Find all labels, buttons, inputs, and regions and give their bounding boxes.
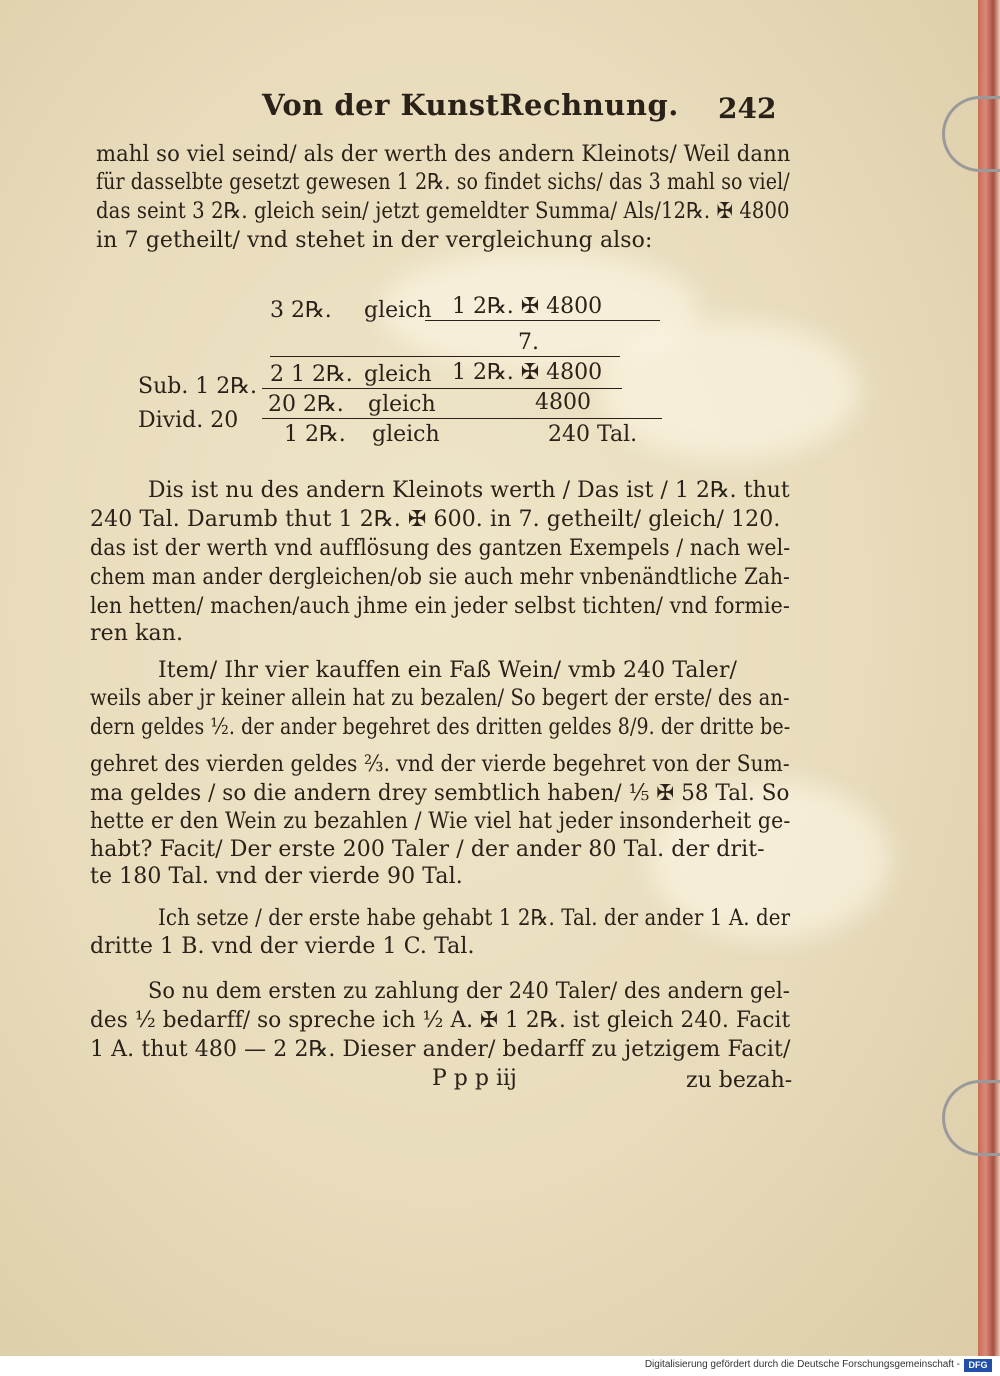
equation-row4-right: 240 Tal. <box>548 422 638 447</box>
text-line: Dis ist nu des andern Kleinots werth / Das ist / 1 2℞. thut <box>148 478 790 503</box>
equation-row4-mid: gleich <box>372 422 440 447</box>
dfg-logo: DFG <box>964 1359 992 1372</box>
equation-row3-right: 4800 <box>535 390 591 415</box>
text-line: weils aber jr keiner allein hat zu bezalen/ So begert der erste/ des an- <box>90 686 790 711</box>
catchword: zu bezah- <box>686 1068 793 1093</box>
text-line: mahl so viel seind/ als der werth des andern Kleinots/ Weil dann <box>96 142 791 167</box>
text-line: dern geldes ½. der ander begehret des dritten geldes 8/9. der dritte be- <box>90 715 791 740</box>
equation-row4-left: 1 2℞. <box>284 422 346 447</box>
text-line: Item/ Ihr vier kauffen ein Faß Wein/ vmb 240 Taler/ <box>158 658 738 683</box>
equation-row1-left: 3 2℞. <box>270 298 332 323</box>
text-line: gehret des vierden geldes ⅔. vnd der vierde begehret von der Sum- <box>90 752 790 777</box>
signature-mark: P p p iij <box>432 1066 517 1091</box>
equation-row1-mid: gleich <box>364 298 432 323</box>
text-line: für dasselbte gesetzt gewesen 1 2℞. so findet sichs/ das 3 mahl so viel/ <box>96 170 790 195</box>
text-line: len hetten/ machen/auch jhme ein jeder selbst tichten/ vnd formie- <box>90 594 790 619</box>
text-line: das ist der werth vnd aufflösung des gantzen Exempels / nach wel- <box>90 536 791 561</box>
equation-row2-right: 1 2℞. ✠ 4800 <box>452 360 603 385</box>
divid-label: Divid. 20 <box>138 408 239 433</box>
page-number: 242 <box>718 92 777 125</box>
equation-row3-left: 20 2℞. <box>268 392 344 417</box>
text-line: des ½ bedarff/ so spreche ich ½ A. ✠ 1 2℞. ist gleich 240. Facit <box>90 1008 791 1033</box>
text-line: chem man ander dergleichen/ob sie auch mehr vnbenändtliche Zah- <box>90 565 790 590</box>
text-line: habt? Facit/ Der erste 200 Taler / der ander 80 Tal. der drit- <box>90 837 765 862</box>
text-line: hette er den Wein zu bezahlen / Wie viel hat jeder insonderheit ge- <box>90 809 791 834</box>
text-line: So nu dem ersten zu zahlung der 240 Taler/ des andern gel- <box>148 979 790 1004</box>
equation-row3-mid: gleich <box>368 392 436 417</box>
text-line: in 7 getheilt/ vnd stehet in der vergleichung also: <box>96 228 653 253</box>
sub-label: Sub. 1 2℞. <box>138 374 258 399</box>
equation-rule <box>262 418 662 419</box>
text-line: te 180 Tal. vnd der vierde 90 Tal. <box>90 864 463 889</box>
equation-rule <box>262 388 622 389</box>
text-line: Ich setze / der erste habe gehabt 1 2℞. Tal. der ander 1 A. der <box>158 906 791 931</box>
running-head: Von der KunstRechnung. <box>262 88 679 122</box>
equation-row2-left: 2 1 2℞. <box>270 362 353 387</box>
digitization-credit: Digitalisierung gefördert durch die Deutsche Forschungsgemeinschaft - <box>644 1359 960 1370</box>
equation-divisor: 7. <box>518 330 539 355</box>
text-line: ren kan. <box>90 621 184 646</box>
text-line: dritte 1 B. vnd der vierde 1 C. Tal. <box>90 934 475 959</box>
fraction-rule <box>425 320 660 321</box>
equation-row1-right: 1 2℞. ✠ 4800 <box>452 294 603 319</box>
paper-stain <box>600 320 860 460</box>
equation-row2-mid: gleich <box>364 362 432 387</box>
text-line: 1 A. thut 480 — 2 2℞. Dieser ander/ bedarff zu jetzigem Facit/ <box>90 1037 791 1062</box>
text-line: ma geldes / so die andern drey sembtlich haben/ ⅕ ✠ 58 Tal. So <box>90 781 790 806</box>
equation-rule <box>270 356 620 357</box>
text-line: 240 Tal. Darumb thut 1 2℞. ✠ 600. in 7. getheilt/ gleich/ 120. <box>90 507 781 532</box>
text-line: das seint 3 2℞. gleich sein/ jetzt gemeldter Summa/ Als/12℞. ✠ 4800 <box>96 199 790 224</box>
